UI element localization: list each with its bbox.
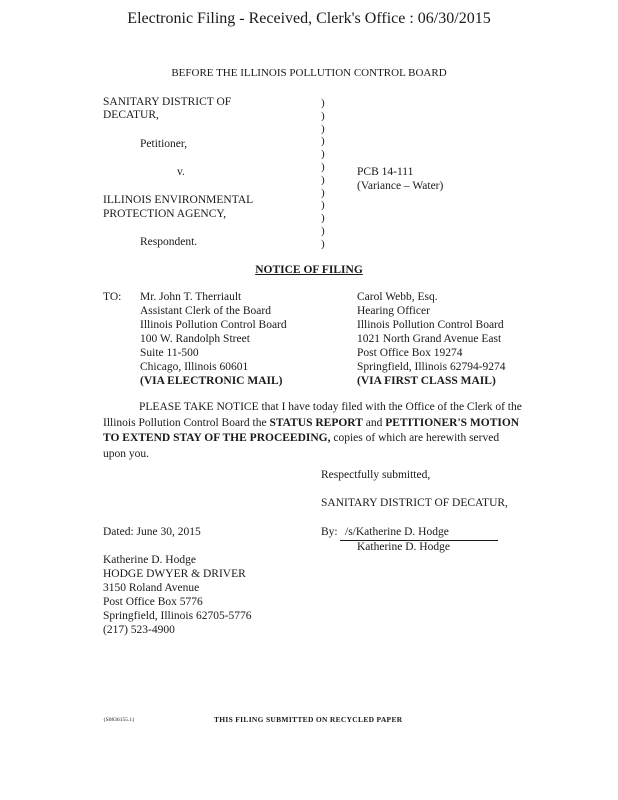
paren: ) [321,109,325,122]
notice-text-part2: and [362,416,386,429]
recipient1-street: 100 W. Randolph Street [140,333,250,345]
counsel-phone: (217) 523-4900 [103,624,175,636]
signer-name: Katherine D. Hodge [357,541,450,553]
board-heading: BEFORE THE ILLINOIS POLLUTION CONTROL BOARD [171,67,447,79]
petitioner-name-line2: DECATUR, [103,109,159,121]
recipient2-box: Post Office Box 19274 [357,347,463,359]
counsel-name: Katherine D. Hodge [103,554,196,566]
recipient2-street: 1021 North Grand Avenue East [357,333,502,345]
recipient1-suite: Suite 11-500 [140,347,199,359]
e-signature: /s/Katherine D. Hodge [345,526,449,538]
paren: ) [321,237,325,250]
paren: ) [321,148,325,161]
recipient2-method: (VIA FIRST CLASS MAIL) [357,375,496,387]
respondent-name-line1: ILLINOIS ENVIRONMENTAL [103,194,254,206]
by-label: By: [321,526,338,538]
case-number: PCB 14-111 [357,166,414,178]
motion-title: PETITIONER'S MOTION TO EXTEND STAY OF THE PROCEEDING, [103,416,520,444]
paren: ) [321,199,325,212]
versus: v. [177,166,185,178]
to-label: TO: [103,291,122,303]
respondent-name-line2: PROTECTION AGENCY, [103,208,227,220]
paren: ) [321,160,325,173]
recipient1-title: Assistant Clerk of the Board [140,305,271,317]
caption-parentheses [321,97,325,251]
counsel-box: Post Office Box 5776 [103,596,203,608]
recipient1-method: (VIA ELECTRONIC MAIL) [140,375,283,387]
notice-paragraph [103,400,523,462]
recipient1-city: Chicago, Illinois 60601 [140,361,249,373]
petitioner-role: Petitioner, [140,138,188,150]
notice-title: NOTICE OF FILING [255,264,363,276]
recipient1-name: Mr. John T. Therriault [140,291,242,303]
recipient2-org: Illinois Pollution Control Board [357,319,504,331]
notice-text-part1: PLEASE TAKE NOTICE that I have today filed with the Office of the Clerk of the Illinois Pollution Control Board the [103,401,522,429]
counsel-city: Springfield, Illinois 62705-5776 [103,610,252,622]
paren: ) [321,186,325,199]
paren: ) [321,173,325,186]
paren: ) [321,135,325,148]
petitioner-name-line1: SANITARY DISTRICT OF [103,96,232,108]
recipient2-name: Carol Webb, Esq. [357,291,438,303]
counsel-firm: HODGE DWYER & DRIVER [103,568,246,580]
paren: ) [321,122,325,135]
notice-text-part3: copies of which are herewith served upon you. [103,432,500,460]
respectfully-submitted: Respectfully submitted, [321,469,431,481]
counsel-street: 3150 Roland Avenue [103,582,200,594]
paren: ) [321,224,325,237]
document-id: {S0836155.1} [103,717,135,723]
case-type: (Variance – Water) [357,180,444,192]
paren: ) [321,97,325,109]
closing-party: SANITARY DISTRICT OF DECATUR, [321,497,508,509]
recycled-paper-note: THIS FILING SUBMITTED ON RECYCLED PAPER [214,715,403,724]
recipient2-title: Hearing Officer [357,305,430,317]
recipient1-org: Illinois Pollution Control Board [140,319,287,331]
dated-line: Dated: June 30, 2015 [103,526,201,538]
recipient2-city: Springfield, Illinois 62794-9274 [357,361,506,373]
filing-stamp: Electronic Filing - Received, Clerk's Office : 06/30/2015 [127,10,491,27]
paren: ) [321,212,325,225]
respondent-role: Respondent. [140,236,198,248]
status-report-title: STATUS REPORT [269,416,363,429]
